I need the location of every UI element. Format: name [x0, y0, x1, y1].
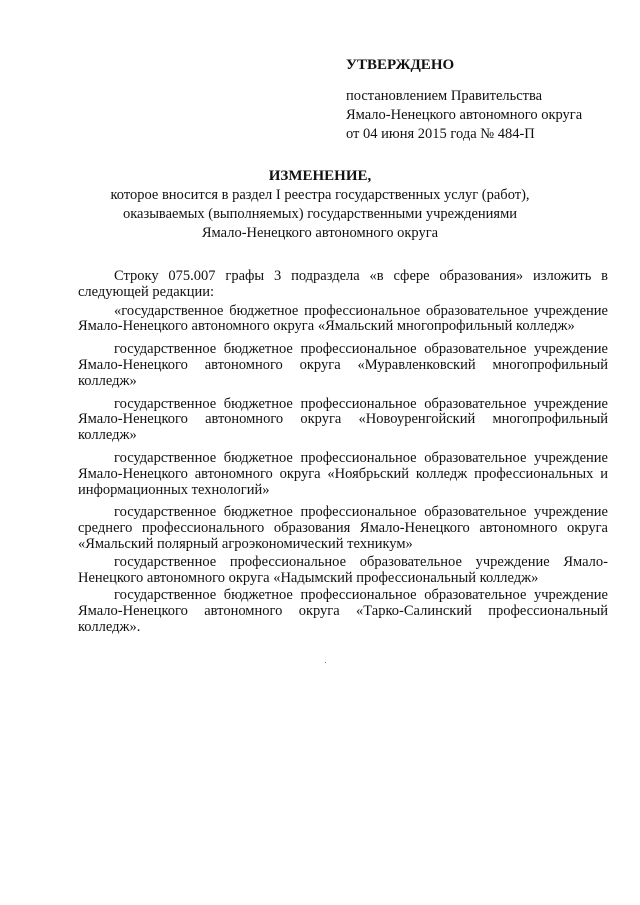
institution-paragraph-1: «государственное бюджетное профессиональное образовательное учреждение Ямало-Ненецкого автономного округа «Ямальский многопрофильный колледж»	[78, 302, 608, 335]
institution-paragraph-6: государственное профессиональное образовательное учреждение Ямало-Ненецкого автономного округа «Надымский профессиональный колледж»	[78, 553, 608, 586]
institution-paragraph-5: государственное бюджетное профессиональное образовательное учреждение среднего профессионального образования Ямало-Ненецкого автономного округа «Ямальский полярный агроэкономический техникум»	[78, 504, 608, 552]
document-title-block	[60, 167, 580, 243]
document-subtitle-line-2: оказываемых (выполняемых) государственными учреждениями	[122, 206, 518, 222]
institution-paragraph-4: государственное бюджетное профессиональное образовательное учреждение Ямало-Ненецкого автономного округа «Ноябрьский колледж профессиональных и информационных технологий»	[78, 449, 608, 498]
document-body	[78, 269, 608, 643]
document-title: ИЗМЕНЕНИЕ,	[268, 168, 372, 184]
institution-paragraph-2: государственное бюджетное профессиональное образовательное учреждение Ямало-Ненецкого автономного округа «Муравленковский многопрофильный колледж»	[78, 341, 608, 389]
approval-line-2: Ямало-Ненецкого автономного округа	[346, 107, 583, 123]
intro-paragraph: Строку 075.007 графы 3 подраздела «в сфере образования» изложить в следующей редакции:	[78, 268, 608, 300]
document-subtitle-line-1: которое вносится в раздел I реестра государственных услуг (работ),	[110, 187, 530, 203]
institution-paragraph-7: государственное бюджетное профессиональное образовательное учреждение Ямало-Ненецкого автономного округа «Тарко-Салинский профессиональный колледж».	[78, 587, 608, 635]
approval-line-1: постановлением Правительства	[346, 88, 543, 104]
institution-paragraph-3: государственное бюджетное профессиональное образовательное учреждение Ямало-Ненецкого автономного округа «Новоуренгойский многопрофильный колледж»	[78, 395, 608, 444]
approval-block	[346, 56, 616, 144]
approval-line-3: от 04 июня 2015 года № 484-П	[346, 126, 535, 142]
approval-heading: УТВЕРЖДЕНО	[346, 57, 455, 73]
scan-speck	[325, 662, 326, 663]
document-subtitle-line-3: Ямало-Ненецкого автономного округа	[201, 225, 439, 241]
